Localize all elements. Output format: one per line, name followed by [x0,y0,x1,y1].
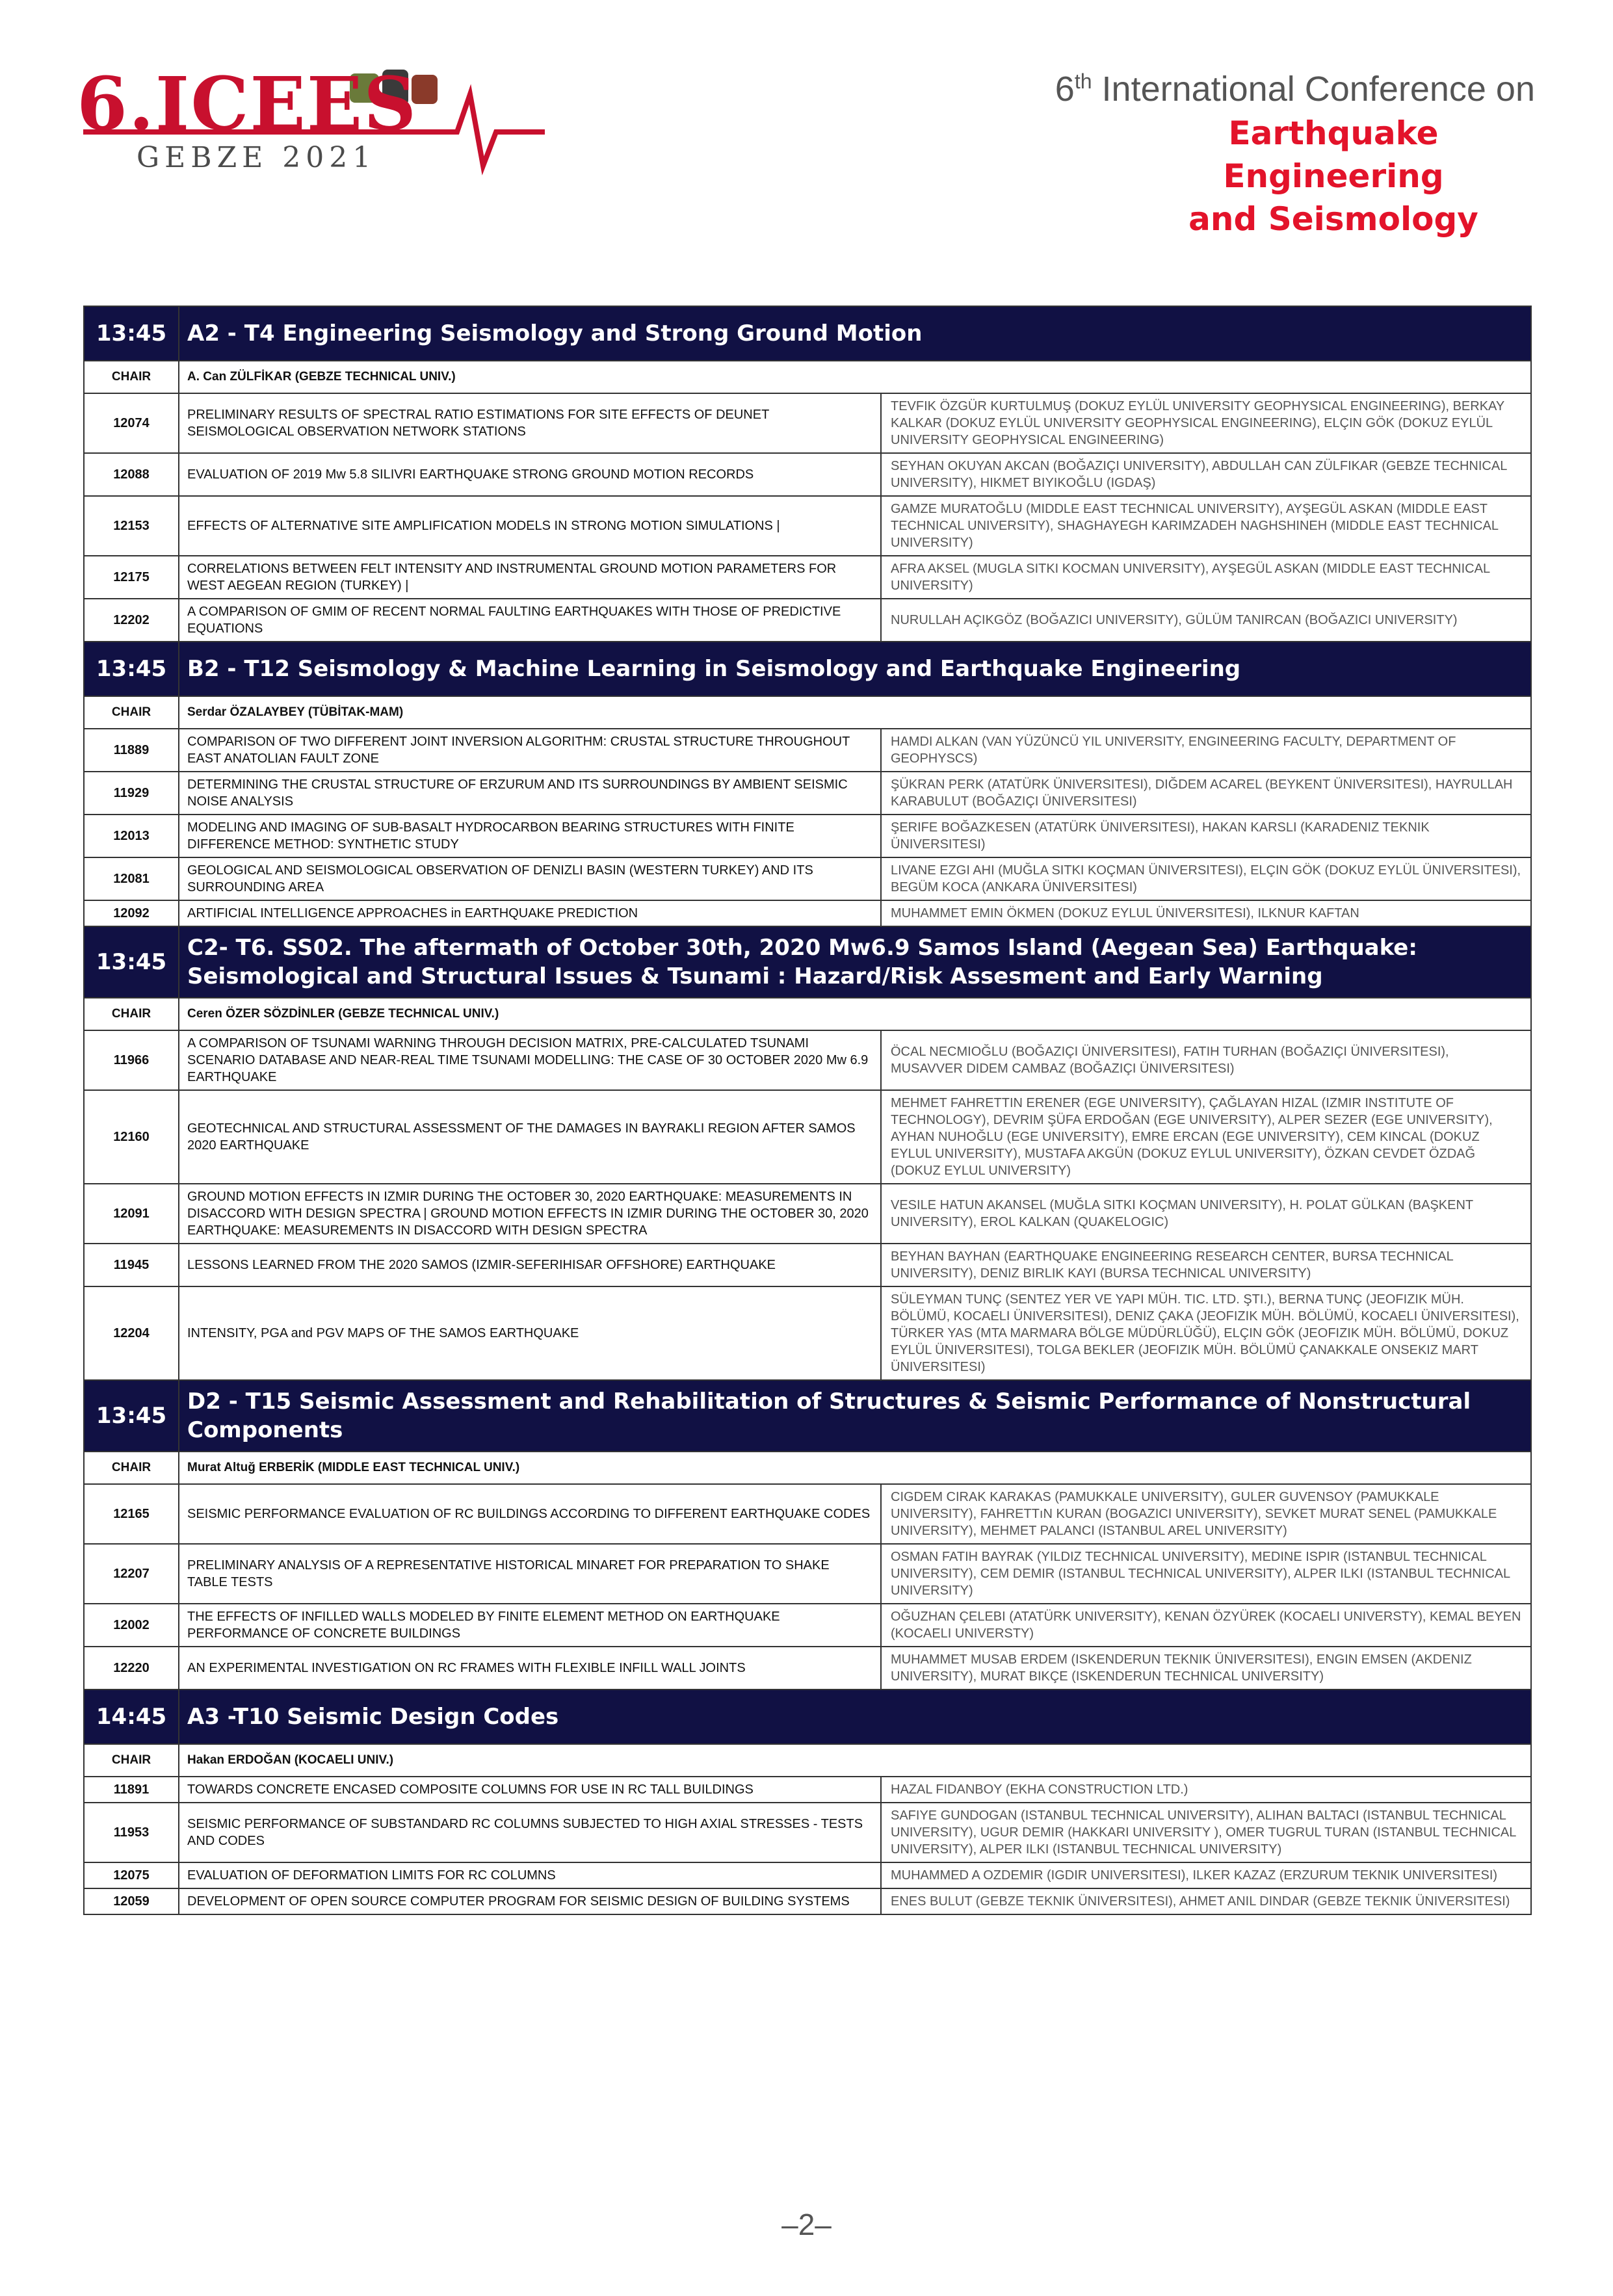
paper-authors: ENES BULUT (GEBZE TEKNIK ÜNIVERSITESI), AHMET ANIL DINDAR (GEBZE TEKNIK ÜNIVERSITESI) [881,1888,1531,1914]
paper-authors: ŞÜKRAN PERK (ATATÜRK ÜNIVERSITESI), DIĞDEM ACAREL (BEYKENT ÜNIVERSITESI), HAYRULLAH KARABULUT (BOĞAZIÇI ÜNIVERSITESI) [881,772,1531,815]
chair-name: Ceren ÖZER SÖZDİNLER (GEBZE TECHNICAL UNIV.) [179,998,1531,1030]
conference-title-line2: Earthquake Engineering [1223,114,1444,195]
paper-row [84,496,1531,556]
paper-authors: ÖCAL NECMIOĞLU (BOĞAZIÇI ÜNIVERSITESI), FATIH TURHAN (BOĞAZIÇI ÜNIVERSITESI), MUSAVVER DIDEM CAMBAZ (BOĞAZIÇI ÜNIVERSITESI) [881,1030,1531,1090]
paper-title: INTENSITY, PGA and PGV MAPS OF THE SAMOS EARTHQUAKE [179,1286,881,1380]
paper-row [84,1803,1531,1862]
paper-authors: OSMAN FATIH BAYRAK (YILDIZ TECHNICAL UNIVERSITY), MEDINE ISPIR (ISTANBUL TECHNICAL UNIVERSITY), CEM DEMIR (ISTANBUL TECHNICAL UNIVERSITY), ALPER ILKI (ISTANBUL TECHNICAL UNIVERSITY) [881,1544,1531,1604]
paper-id: 11891 [84,1777,179,1803]
paper-id: 12165 [84,1484,179,1544]
paper-id: 12088 [84,453,179,496]
paper-id: 12002 [84,1604,179,1647]
session-time: 13:45 [84,926,179,998]
session-chair-row [84,998,1531,1030]
chair-label: CHAIR [84,1744,179,1777]
paper-authors: OĞUZHAN ÇELEBI (ATATÜRK UNIVERSITY), KENAN ÖZYÜREK (KOCAELI UNIVERSTY), KEMAL BEYEN (KOCAELI UNIVERSTY) [881,1604,1531,1647]
paper-row [84,599,1531,642]
paper-id: 11889 [84,729,179,772]
paper-id: 12091 [84,1184,179,1244]
chair-label: CHAIR [84,696,179,729]
chair-name: Serdar ÖZALAYBEY (TÜBİTAK-MAM) [179,696,1531,729]
paper-authors: GAMZE MURATOĞLU (MIDDLE EAST TECHNICAL UNIVERSITY), AYŞEGÜL ASKAN (MIDDLE EAST TECHNICAL UNIVERSITY), SHAGHAYEGH KARIMZADEH NAGHSHINEH (MIDDLE EAST TECHNICAL UNIVERSITY) [881,496,1531,556]
paper-authors: VESILE HATUN AKANSEL (MUĞLA SITKI KOÇMAN UNIVERSITY), H. POLAT GÜLKAN (BAŞKENT UNIVERSITY), EROL KALKAN (QUAKELOGIC) [881,1184,1531,1244]
paper-row [84,772,1531,815]
paper-id: 12207 [84,1544,179,1604]
paper-authors: SÜLEYMAN TUNÇ (SENTEZ YER VE YAPI MÜH. TIC. LTD. ŞTI.), BERNA TUNÇ (JEOFIZIK MÜH. BÖLÜMÜ, KOCAELI ÜNIVERSITESI), DENIZ ÇAKA (JEOFIZIK MÜH. BÖLÜMÜ, KOCAELI ÜNIVERSITESI), TÜRKER YAS (MTA MARMARA BÖLGE MÜDÜRLÜĞÜ), ELÇIN GÖK (JEOFIZIK MÜH. BÖLÜMÜ, DOKUZ EYLÜL ÜNIVERSITESI), TOLGA BEKLER (JEOFIZIK MÜH. BÖLÜMÜ ÇANAKKALE ONSEKIZ MART ÜNIVERSITESI) [881,1286,1531,1380]
paper-title: A COMPARISON OF GMIM OF RECENT NORMAL FAULTING EARTHQUAKES WITH THOSE OF PREDICTIVE EQUATIONS [179,599,881,642]
paper-authors: MUHAMMED A OZDEMIR (IGDIR UNIVERSITESI), ILKER KAZAZ (ERZURUM TEKNIK UNIVERSITESI) [881,1862,1531,1888]
paper-row [84,1777,1531,1803]
paper-id: 12075 [84,1862,179,1888]
conference-logo [77,62,545,179]
paper-authors: MEHMET FAHRETTIN ERENER (EGE UNIVERSITY), ÇAĞLAYAN HIZAL (IZMIR INSTITUTE OF TECHNOLOGY), DEVRIM ŞÜFA ERDOĞAN (EGE UNIVERSITY), ALPER SEZER (EGE UNIVERSITY), AYHAN NUHOĞLU (EGE UNIVERSITY), EMRE ERCAN (EGE UNIVERSITY), CEM KINCAL (DOKUZ EYLUL UNIVERSITY), MUSTAFA AKGÜN (DOKUZ EYLUL UNIVERSITY), ÖZKAN CEVDET ÖZDAĞ (DOKUZ EYLUL UNIVERSITY) [881,1090,1531,1184]
logo-subtitle: GEBZE 2021 [137,141,376,174]
session-time: 13:45 [84,1380,179,1452]
paper-title: DEVELOPMENT OF OPEN SOURCE COMPUTER PROGRAM FOR SEISMIC DESIGN OF BUILDING SYSTEMS [179,1888,881,1914]
paper-title: THE EFFECTS OF INFILLED WALLS MODELED BY FINITE ELEMENT METHOD ON EARTHQUAKE PERFORMANCE OF CONCRETE BUILDINGS [179,1604,881,1647]
paper-title: SEISMIC PERFORMANCE EVALUATION OF RC BUILDINGS ACCORDING TO DIFFERENT EARTHQUAKE CODES [179,1484,881,1544]
paper-authors: CIGDEM CIRAK KARAKAS (PAMUKKALE UNIVERSITY), GULER GUVENSOY (PAMUKKALE UNIVERSITY), FAHRETTıN KURAN (BOGAZICI UNIVERSITY), SEVKET MURAT SENEL (PAMUKKALE UNIVERSITY), MEHMET PALANCI (ISTANBUL AREL UNIVERSITY) [881,1484,1531,1544]
paper-row [84,556,1531,599]
session-time: 14:45 [84,1689,179,1744]
chair-name: A. Can ZÜLFİKAR (GEBZE TECHNICAL UNIV.) [179,361,1531,393]
chair-name: Murat Altuğ ERBERİK (MIDDLE EAST TECHNICAL UNIV.) [179,1452,1531,1484]
chair-label: CHAIR [84,361,179,393]
paper-row [84,1647,1531,1689]
paper-title: ARTIFICIAL INTELLIGENCE APPROACHES in EARTHQUAKE PREDICTION [179,900,881,926]
conference-number: 6 [1055,70,1075,109]
paper-title: AN EXPERIMENTAL INVESTIGATION ON RC FRAMES WITH FLEXIBLE INFILL WALL JOINTS [179,1647,881,1689]
logo-text: 6.ICEES [77,62,418,147]
session-header [84,1689,1531,1744]
paper-authors: TEVFIK ÖZGÜR KURTULMUŞ (DOKUZ EYLÜL UNIVERSITY GEOPHYSICAL ENGINEERING), BERKAY KALKAR (DOKUZ EYLÜL UNIVERSITY GEOPHYSICAL ENGINEERING), ELÇIN GÖK (DOKUZ EYLÜL UNIVERSITY GEOPHYSICAL ENGINEERING) [881,393,1531,453]
conference-title-line1 [885,59,1535,112]
conference-title [885,59,1535,241]
paper-authors: NURULLAH AÇIKGÖZ (BOĞAZICI UNIVERSITY), GÜLÜM TANIRCAN (BOĞAZICI UNIVERSITY) [881,599,1531,642]
paper-id: 12160 [84,1090,179,1184]
paper-authors: MUHAMMET MUSAB ERDEM (ISKENDERUN TEKNIK ÜNIVERSITESI), ENGIN EMSEN (AKDENIZ UNIVERSITY), MURAT BIKÇE (ISKENDERUN TECHNICAL UNIVERSITY) [881,1647,1531,1689]
paper-title: COMPARISON OF TWO DIFFERENT JOINT INVERSION ALGORITHM: CRUSTAL STRUCTURE THROUGHOUT EAST ANATOLIAN FAULT ZONE [179,729,881,772]
paper-authors: HAMDI ALKAN (VAN YÜZÜNCÜ YIL UNIVERSITY, ENGINEERING FACULTY, DEPARTMENT OF GEOPHYSCS) [881,729,1531,772]
session-header [84,926,1531,998]
ordinal-suffix: th [1074,70,1092,93]
paper-authors: AFRA AKSEL (MUGLA SITKI KOCMAN UNIVERSITY), AYŞEGÜL ASKAN (MIDDLE EAST TECHNICAL UNIVERSITY) [881,556,1531,599]
paper-title: PRELIMINARY ANALYSIS OF A REPRESENTATIVE HISTORICAL MINARET FOR PREPARATION TO SHAKE TABLE TESTS [179,1544,881,1604]
paper-id: 12013 [84,815,179,857]
paper-title: PRELIMINARY RESULTS OF SPECTRAL RATIO ESTIMATIONS FOR SITE EFFECTS OF DEUNET SEISMOLOGICAL OBSERVATION NETWORK STATIONS [179,393,881,453]
paper-authors: ŞERIFE BOĞAZKESEN (ATATÜRK ÜNIVERSITESI), HAKAN KARSLI (KARADENIZ TEKNIK ÜNIVERSITESI) [881,815,1531,857]
paper-row [84,393,1531,453]
paper-title: SEISMIC PERFORMANCE OF SUBSTANDARD RC COLUMNS SUBJECTED TO HIGH AXIAL STRESSES - TESTS AND CODES [179,1803,881,1862]
paper-row [84,857,1531,900]
paper-authors: SAFIYE GUNDOGAN (ISTANBUL TECHNICAL UNIVERSITY), ALIHAN BALTACI (ISTANBUL TECHNICAL UNIVERSITY), UGUR DEMIR (HAKKARI UNIVERSITY ), OMER TUGRUL TURAN (ISTANBUL TECHNICAL UNIVERSITY), ALPER ILKI (ISTANBUL TECHNICAL UNIVERSITY) [881,1803,1531,1862]
paper-id: 11953 [84,1803,179,1862]
paper-title: EVALUATION OF 2019 Mw 5.8 SILIVRI EARTHQUAKE STRONG GROUND MOTION RECORDS [179,453,881,496]
paper-row [84,1544,1531,1604]
paper-row [84,729,1531,772]
paper-id: 11929 [84,772,179,815]
session-title: B2 - T12 Seismology & Machine Learning in Seismology and Earthquake Engineering [179,642,1531,696]
page-number: –2– [781,2208,832,2241]
paper-row [84,1286,1531,1380]
paper-title: EFFECTS OF ALTERNATIVE SITE AMPLIFICATION MODELS IN STRONG MOTION SIMULATIONS | [179,496,881,556]
session-time: 13:45 [84,306,179,361]
paper-id: 12074 [84,393,179,453]
paper-authors: SEYHAN OKUYAN AKCAN (BOĞAZIÇI UNIVERSITY), ABDULLAH CAN ZÜLFIKAR (GEBZE TECHNICAL UNIVERSITY), HIKMET BIYIKOĞLU (IGDAŞ) [881,453,1531,496]
paper-title: GROUND MOTION EFFECTS IN IZMIR DURING THE OCTOBER 30, 2020 EARTHQUAKE: MEASUREMENTS IN DISACCORD WITH DESIGN SPECTRA | GROUND MOTION EFFECTS IN IZMIR DURING THE OCTOBER 30, 2020 EARTHQUAKE: MEASUREMENTS IN DISACCORD WITH DESIGN SPECTRA [179,1184,881,1244]
session-chair-row [84,361,1531,393]
paper-title: A COMPARISON OF TSUNAMI WARNING THROUGH DECISION MATRIX, PRE-CALCULATED TSUNAMI SCENARIO DATABASE AND NEAR-REAL TIME TSUNAMI MODELLING: THE CASE OF 30 OCTOBER 2020 Mw 6.9 EARTHQUAKE [179,1030,881,1090]
session-header [84,306,1531,361]
session-time: 13:45 [84,642,179,696]
paper-title: DETERMINING THE CRUSTAL STRUCTURE OF ERZURUM AND ITS SURROUNDINGS BY AMBIENT SEISMIC NOISE ANALYSIS [179,772,881,815]
session-title: C2- T6. SS02. The aftermath of October 30th, 2020 Mw6.9 Samos Island (Aegean Sea) Earthquake: Seismological and Structural Issues & Tsunami : Hazard/Risk Assesment and Early Warning [179,926,1531,998]
paper-id: 12092 [84,900,179,926]
paper-title: MODELING AND IMAGING OF SUB-BASALT HYDROCARBON BEARING STRUCTURES WITH FINITE DIFFERENCE METHOD: SYNTHETIC STUDY [179,815,881,857]
paper-authors: HAZAL FIDANBOY (EKHA CONSTRUCTION LTD.) [881,1777,1531,1803]
paper-id: 12059 [84,1888,179,1914]
paper-authors: LIVANE EZGI AHI (MUĞLA SITKI KOÇMAN ÜNIVERSITESI), ELÇIN GÖK (DOKUZ EYLÜL ÜNIVERSITESI), BEGÜM KOCA (ANKARA ÜNIVERSITESI) [881,857,1531,900]
paper-row [84,900,1531,926]
paper-title: LESSONS LEARNED FROM THE 2020 SAMOS (IZMIR-SEFERIHISAR OFFSHORE) EARTHQUAKE [179,1244,881,1286]
paper-title: CORRELATIONS BETWEEN FELT INTENSITY AND INSTRUMENTAL GROUND MOTION PARAMETERS FOR WEST AEGEAN REGION (TURKEY) | [179,556,881,599]
paper-authors: BEYHAN BAYHAN (EARTHQUAKE ENGINEERING RESEARCH CENTER, BURSA TECHNICAL UNIVERSITY), DENIZ BIRLIK KAYI (BURSA TECHNICAL UNIVERSITY) [881,1244,1531,1286]
paper-id: 12204 [84,1286,179,1380]
session-title: A3 -T10 Seismic Design Codes [179,1689,1531,1744]
program-table [83,306,1532,1915]
paper-id: 12153 [84,496,179,556]
session-header [84,1380,1531,1452]
session-chair-row [84,1452,1531,1484]
paper-row [84,1888,1531,1914]
paper-id: 12175 [84,556,179,599]
session-chair-row [84,696,1531,729]
paper-title: TOWARDS CONCRETE ENCASED COMPOSITE COLUMNS FOR USE IN RC TALL BUILDINGS [179,1777,881,1803]
paper-title: EVALUATION OF DEFORMATION LIMITS FOR RC COLUMNS [179,1862,881,1888]
session-chair-row [84,1744,1531,1777]
paper-row [84,1484,1531,1544]
conference-title-rest: International Conference on [1092,70,1535,109]
paper-title: GEOLOGICAL AND SEISMOLOGICAL OBSERVATION OF DENIZLI BASIN (WESTERN TURKEY) AND ITS SURROUNDING AREA [179,857,881,900]
paper-row [84,1862,1531,1888]
paper-title: GEOTECHNICAL AND STRUCTURAL ASSESSMENT OF THE DAMAGES IN BAYRAKLI REGION AFTER SAMOS 2020 EARTHQUAKE [179,1090,881,1184]
session-header [84,642,1531,696]
session-title: A2 - T4 Engineering Seismology and Strong Ground Motion [179,306,1531,361]
paper-id: 11966 [84,1030,179,1090]
paper-row [84,1244,1531,1286]
paper-id: 12220 [84,1647,179,1689]
paper-row [84,453,1531,496]
paper-row [84,1604,1531,1647]
conference-title-line3: and Seismology [1188,200,1478,238]
paper-id: 12202 [84,599,179,642]
paper-row [84,1184,1531,1244]
chair-label: CHAIR [84,1452,179,1484]
paper-id: 12081 [84,857,179,900]
session-title: D2 - T15 Seismic Assessment and Rehabilitation of Structures & Seismic Performance of Nonstructural Components [179,1380,1531,1452]
paper-row [84,1090,1531,1184]
paper-row [84,1030,1531,1090]
paper-id: 11945 [84,1244,179,1286]
paper-authors: MUHAMMET EMIN ÖKMEN (DOKUZ EYLUL ÜNIVERSITESI), ILKNUR KAFTAN [881,900,1531,926]
chair-label: CHAIR [84,998,179,1030]
chair-name: Hakan ERDOĞAN (KOCAELI UNIV.) [179,1744,1531,1777]
paper-row [84,815,1531,857]
